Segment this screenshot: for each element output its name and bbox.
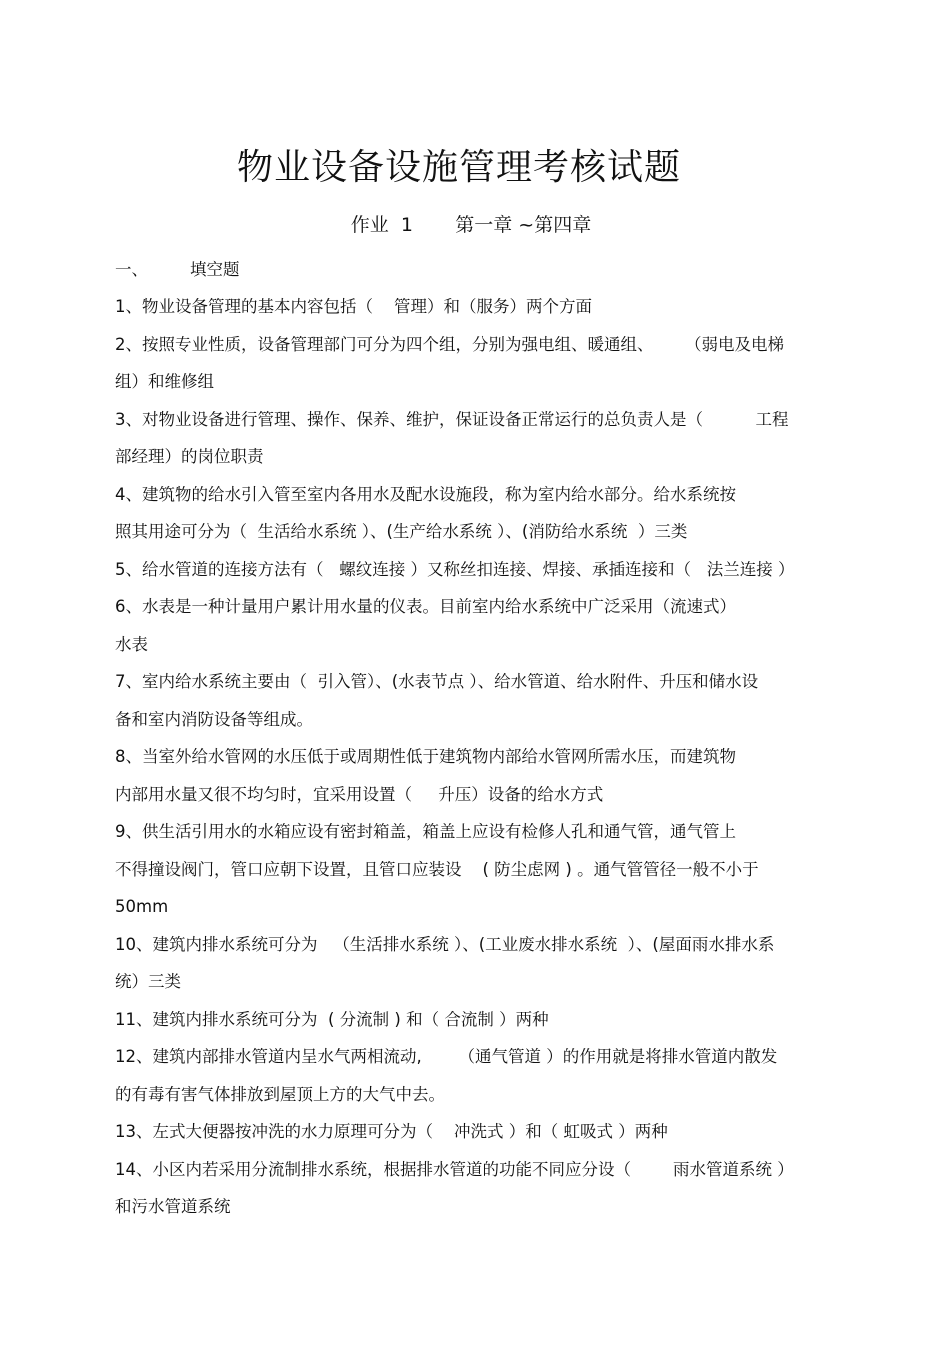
question-line: 的有毒有害气体排放到屋顶上方的大气中去。 [115, 1084, 445, 1104]
page-title: 物业设备设施管理考核试题 [236, 147, 681, 188]
question-line: 内部用水量又很不均匀时，宜采用设置（ 升压）设备的给水方式 [115, 784, 604, 804]
document-body [115, 254, 837, 1229]
page-subtitle: 作业 1 第一章 ~第四章 [350, 214, 592, 236]
question-line: 8、当室外给水管网的水压低于或周期性低于建筑物内部给水管网所需水压，而建筑物 [115, 747, 736, 766]
section-heading: 一、 填空题 [115, 260, 240, 279]
question-line: 1、物业设备管理的基本内容包括（ 管理）和（服务）两个方面 [115, 297, 592, 316]
question-line: 2、按照专业性质，设备管理部门可分为四个组，分别为强电组、暖通组、 （弱电及电梯 [115, 334, 784, 354]
question-line: 照其用途可分为（ 生活给水系统 ）、(生产给水系统 ）、(消防给水系统 ）三类 [115, 522, 688, 541]
question-line: 4、建筑物的给水引入管至室内各用水及配水设施段，称为室内给水部分。给水系统按 [115, 484, 736, 504]
question-line: 11、建筑内排水系统可分为 ( 分流制 ) 和（ 合流制 ）两种 [115, 1009, 549, 1029]
question-line: 不得撞设阀门，管口应朝下设置，且管口应装设 ( 防尘虑网 ) 。通气管管径一般不小于 [115, 859, 759, 879]
question-line: 组）和维修组 [115, 372, 214, 391]
question-line: 9、供生活引用水的水箱应设有密封箱盖，箱盖上应设有检修人孔和通气管，通气管上 [115, 822, 736, 841]
question-line: 5、给水管道的连接方法有（ 螺纹连接 ）又称丝扣连接、焊接、承插连接和（ 法兰连接 ） [115, 559, 795, 579]
question-line: 部经理）的岗位职责 [115, 447, 264, 466]
question-line: 12、建筑内部排水管道内呈水气两相流动, （通气管道 ）的作用就是将排水管道内散发 [115, 1047, 778, 1066]
question-line: 14、小区内若采用分流制排水系统，根据排水管道的功能不同应分设（ 雨水管道系统 ） [115, 1159, 794, 1179]
question-line: 水表 [115, 634, 148, 654]
question-line: 统）三类 [115, 972, 181, 991]
question-line: 7、室内给水系统主要由（ 引入管）、(水表节点 ）、给水管道、给水附件、升压和储水设 [115, 672, 759, 691]
question-line: 和污水管道系统 [115, 1197, 231, 1216]
question-line: 6、水表是一种计量用户累计用水量的仪表。目前室内给水系统中广泛采用（流速式） [115, 597, 736, 616]
question-line: 3、对物业设备进行管理、操作、保养、维护，保证设备正常运行的总负责人是（ 工程 [115, 409, 789, 429]
question-line: 50mm [115, 897, 169, 916]
question-line: 10、建筑内排水系统可分为 （生活排水系统 ）、(工业废水排水系统 ）、(屋面雨水排水系 [115, 934, 775, 954]
question-line: 13、左式大便器按冲洗的水力原理可分为（ 冲洗式 ）和（ 虹吸式 ）两种 [115, 1122, 668, 1141]
question-line: 备和室内消防设备等组成。 [115, 709, 313, 729]
